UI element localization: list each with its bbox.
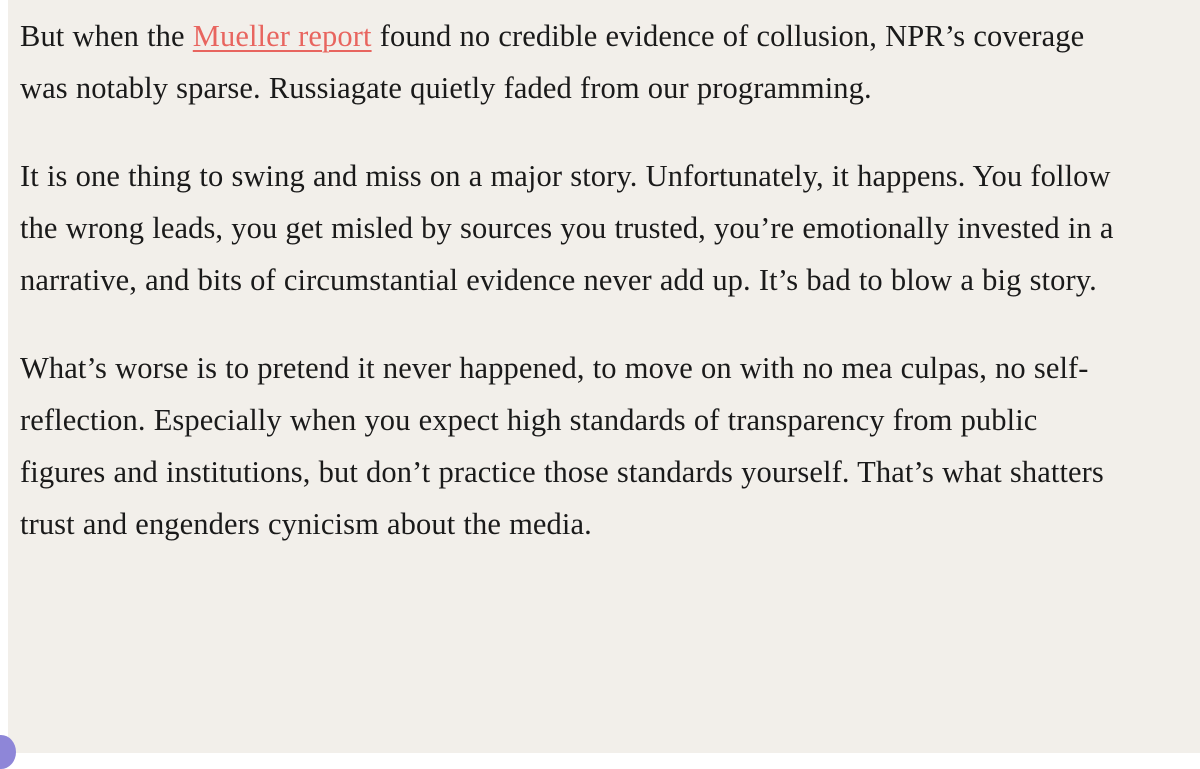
article-body	[20, 0, 1130, 550]
paragraph-3: What’s worse is to pretend it never happened, to move on with no mea culpas, no self-reflection. Especially when you expect high standards of transparency from public figures and institutions, but don’t practice those standards yourself. That’s what shatters trust and engenders cynicism about the media.	[20, 351, 1104, 541]
paragraph-2: It is one thing to swing and miss on a major story. Unfortunately, it happens. You follow the wrong leads, you get misled by sources you trusted, you’re emotionally invested in a narrative, and bits of circumstantial evidence never add up. It’s bad to blow a big story.	[20, 159, 1114, 297]
paragraph-1-text-after-link: found no credible evidence of collusion, NPR’s coverage was notably sparse. Russiagate quietly faded from our programming.	[20, 19, 1085, 105]
page-left-margin	[0, 0, 8, 753]
decorative-corner-dot	[0, 735, 16, 769]
mueller-report-link[interactable]: Mueller report	[192, 19, 372, 53]
paragraph-1	[20, 10, 1130, 114]
paragraph-1-text-before-link: But when the	[20, 19, 193, 53]
